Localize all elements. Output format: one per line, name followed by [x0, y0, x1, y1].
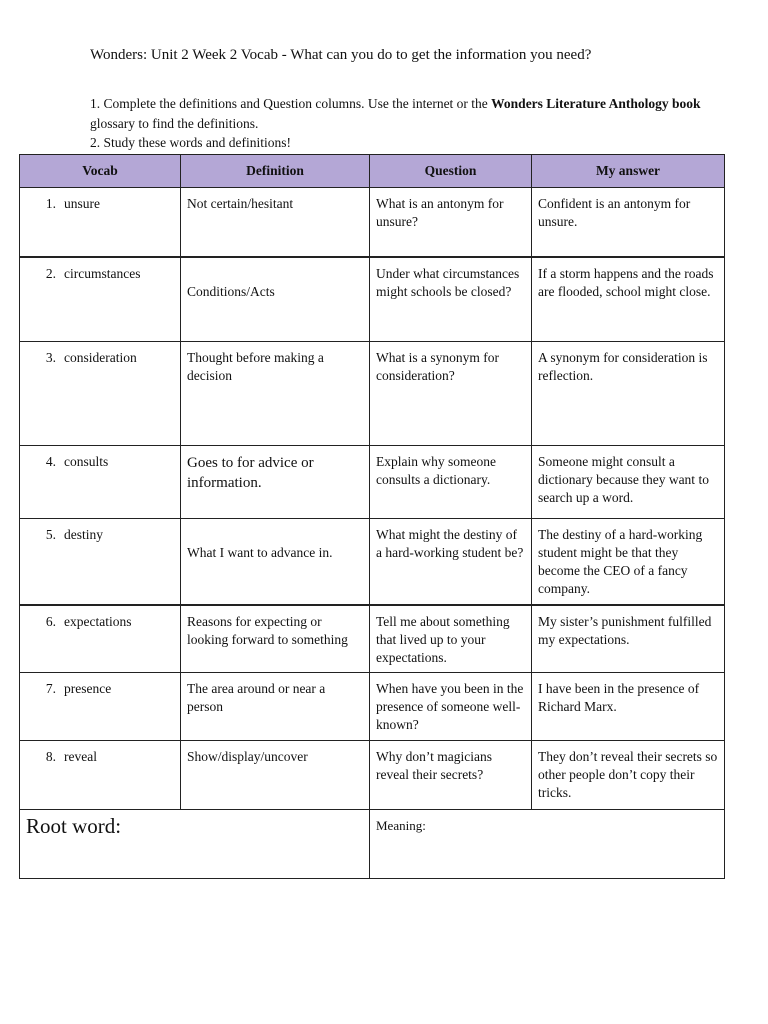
- vocab-word: expectations: [64, 613, 132, 629]
- instructions: [90, 94, 720, 153]
- vocab-cell: [20, 519, 181, 605]
- vocab-word: consults: [64, 454, 109, 469]
- vocab-word: reveal: [64, 749, 97, 764]
- vocab-number: 3.: [45, 350, 56, 365]
- answer-cell[interactable]: Confident is an antonym for unsure.: [532, 188, 725, 257]
- header-vocab: Vocab: [20, 155, 181, 188]
- question-cell[interactable]: Under what circumstances might schools be closed?: [370, 257, 532, 342]
- question-cell[interactable]: What is an antonym for unsure?: [370, 188, 532, 257]
- definition-cell[interactable]: What I want to advance in.: [181, 519, 370, 605]
- vocab-cell: [20, 188, 181, 257]
- meaning-cell[interactable]: Meaning:: [370, 810, 725, 879]
- question-cell[interactable]: When have you been in the presence of someone well-known?: [370, 673, 532, 741]
- instruction-1-bold: Wonders Literature Anthology book: [491, 96, 701, 111]
- question-cell[interactable]: Tell me about something that lived up to your expectations.: [370, 605, 532, 673]
- header-definition: Definition: [181, 155, 370, 188]
- definition-cell[interactable]: Not certain/hesitant: [181, 188, 370, 257]
- vocab-cell: [20, 257, 181, 342]
- table-row: [20, 342, 725, 446]
- table-row: [20, 519, 725, 605]
- question-cell[interactable]: Explain why someone consults a dictionary.: [370, 446, 532, 519]
- answer-cell[interactable]: If a storm happens and the roads are flooded, school might close.: [532, 257, 725, 342]
- vocab-cell: [20, 741, 181, 810]
- vocab-word: presence: [64, 681, 112, 696]
- document-title: Wonders: Unit 2 Week 2 Vocab - What can you do to get the information you need?: [90, 47, 592, 63]
- answer-cell[interactable]: I have been in the presence of Richard Marx.: [532, 673, 725, 741]
- table-row: [20, 605, 725, 673]
- vocab-number: 4.: [45, 454, 56, 469]
- vocab-word: unsure: [64, 196, 100, 211]
- question-cell[interactable]: What might the destiny of a hard-working student be?: [370, 519, 532, 605]
- vocab-word: circumstances: [64, 265, 141, 281]
- vocab-number: 2.: [45, 265, 56, 281]
- definition-cell[interactable]: Reasons for expecting or looking forward to something: [181, 605, 370, 673]
- definition-cell[interactable]: Conditions/Acts: [181, 257, 370, 342]
- definition-cell[interactable]: Show/display/uncover: [181, 741, 370, 810]
- vocab-cell: [20, 342, 181, 446]
- table-header-row: [20, 155, 725, 188]
- root-word-cell[interactable]: Root word:: [20, 810, 370, 879]
- answer-cell[interactable]: The destiny of a hard-working student might be that they become the CEO of a fancy company.: [532, 519, 725, 605]
- table-footer-row: [20, 810, 725, 879]
- vocab-number: 5.: [45, 527, 56, 542]
- instruction-1-suffix: glossary to find the definitions.: [90, 115, 259, 131]
- vocab-number: 6.: [45, 613, 56, 629]
- definition-cell[interactable]: The area around or near a person: [181, 673, 370, 741]
- header-my-answer: My answer: [532, 155, 725, 188]
- vocab-number: 7.: [45, 681, 56, 696]
- table-row: [20, 673, 725, 741]
- definition-cell[interactable]: Thought before making a decision: [181, 342, 370, 446]
- vocab-cell: [20, 446, 181, 519]
- table-row: [20, 446, 725, 519]
- vocab-word: consideration: [64, 350, 137, 365]
- vocab-cell: [20, 673, 181, 741]
- vocab-cell: [20, 605, 181, 673]
- answer-cell[interactable]: Someone might consult a dictionary because they want to search up a word.: [532, 446, 725, 519]
- instruction-1-prefix: 1. Complete the definitions and Question columns. Use the internet or the: [90, 96, 492, 111]
- vocab-number: 1.: [45, 196, 56, 211]
- answer-cell[interactable]: They don’t reveal their secrets so other people don’t copy their tricks.: [532, 741, 725, 810]
- table-row: [20, 257, 725, 342]
- question-cell[interactable]: What is a synonym for consideration?: [370, 342, 532, 446]
- question-cell[interactable]: Why don’t magicians reveal their secrets?: [370, 741, 532, 810]
- answer-cell[interactable]: A synonym for consideration is reflection.: [532, 342, 725, 446]
- vocab-word: destiny: [64, 527, 103, 542]
- header-question: Question: [370, 155, 532, 188]
- definition-cell[interactable]: Goes to for advice or information.: [181, 446, 370, 519]
- answer-cell[interactable]: My sister’s punishment fulfilled my expectations.: [532, 605, 725, 673]
- vocab-table: [19, 154, 725, 879]
- table-row: [20, 188, 725, 257]
- instruction-1: [90, 94, 720, 133]
- table-row: [20, 741, 725, 810]
- instruction-2: 2. Study these words and definitions!: [90, 135, 291, 150]
- vocab-number: 8.: [45, 749, 56, 764]
